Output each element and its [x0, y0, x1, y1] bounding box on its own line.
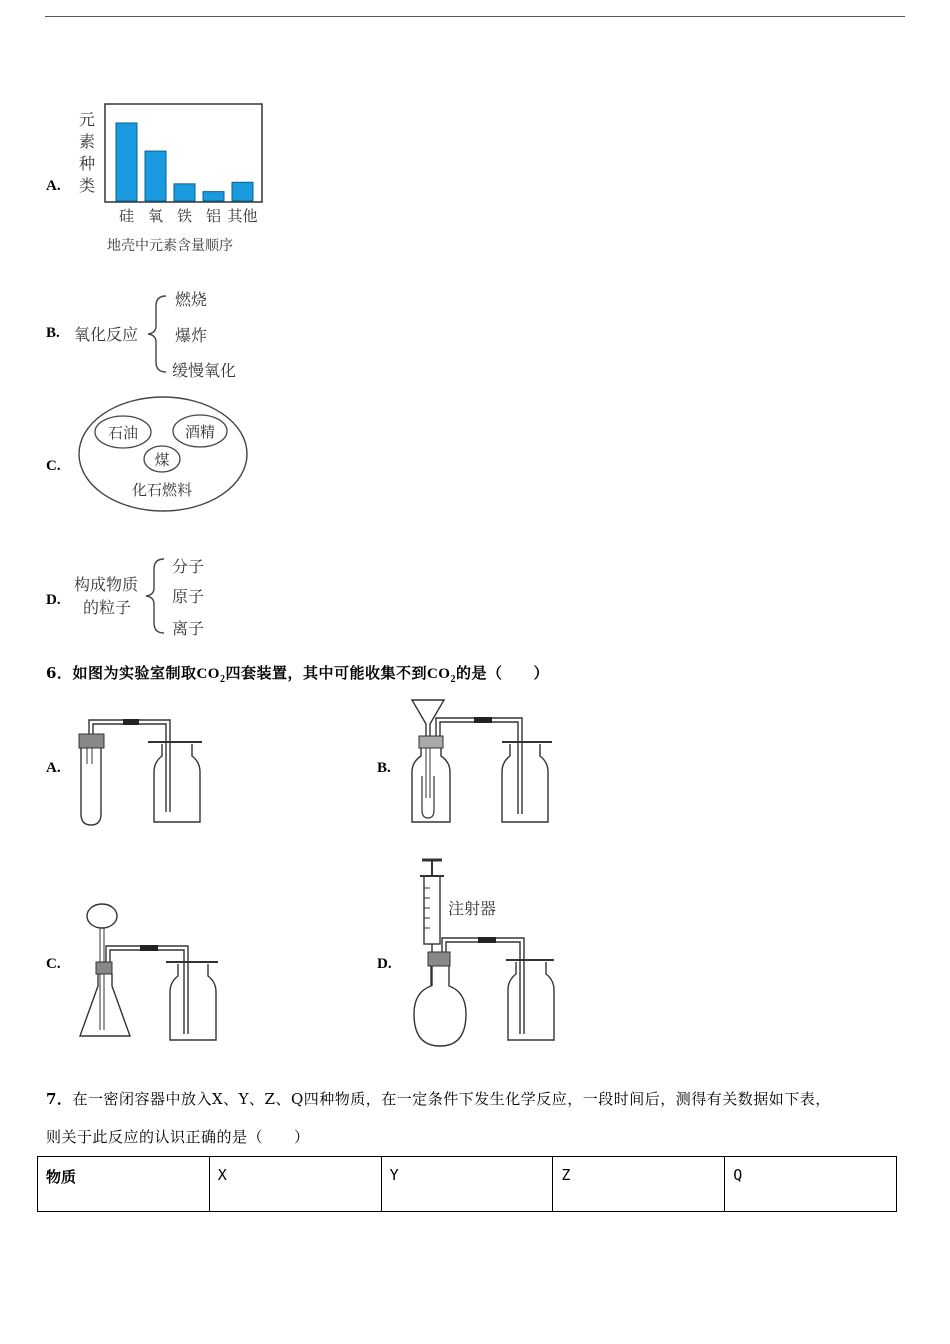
d-item-molecule: 分子 — [172, 557, 205, 576]
table-cell-y: Y — [381, 1157, 553, 1212]
y-label-char: 元 — [78, 110, 96, 129]
co2-text: CO — [426, 666, 451, 682]
d-item-ion: 离子 — [172, 619, 205, 638]
q6-text-mid: 四套装置，其中可能收集不到 — [225, 664, 427, 682]
rubber-stopper — [79, 734, 104, 748]
test-tube — [81, 742, 101, 825]
q6-stem — [46, 662, 549, 685]
table-cell-header-substance: 物质 — [38, 1157, 210, 1212]
q7-data-table — [37, 1156, 897, 1212]
brace-d — [142, 555, 172, 637]
q6-option-d-label: D. — [377, 956, 392, 972]
option-a-label: A. — [46, 178, 61, 194]
c-item-coal: 煤 — [154, 451, 170, 469]
option-d-label: D. — [46, 592, 61, 608]
q6-text-before: 如图为实验室制取 — [72, 664, 197, 682]
co2-sub: 2 — [450, 674, 456, 685]
particle-root-line1: 构成物质 — [74, 575, 139, 594]
rubber-stopper — [96, 962, 112, 974]
table-cell-z: Z — [553, 1157, 725, 1212]
rubber-connector — [474, 717, 492, 723]
header-rule — [45, 16, 905, 17]
c-item-oil: 石油 — [107, 424, 139, 442]
x-tick-label: 铝 — [205, 207, 222, 225]
b-item-explosion: 爆炸 — [175, 326, 208, 345]
syringe-barrel — [424, 876, 440, 944]
gas-jar — [154, 744, 200, 822]
small-test-tube — [422, 776, 434, 818]
table-cell-x: X — [209, 1157, 381, 1212]
x-tick-label: 硅 — [118, 207, 135, 225]
gas-jar — [508, 962, 554, 1040]
bar-4 — [232, 182, 253, 201]
x-tick-label: 氧 — [147, 207, 164, 225]
chart-ylabel — [79, 110, 95, 195]
c-item-alcohol: 酒精 — [184, 423, 216, 441]
conical-flask — [80, 974, 130, 1036]
co2-sub: 2 — [219, 674, 226, 685]
q7-line2: 则关于此反应的认识正确的是（ ） — [46, 1128, 310, 1146]
q6-option-a-label: A. — [46, 760, 61, 776]
element-bar-chart — [70, 98, 280, 260]
bar-1 — [145, 151, 166, 201]
rubber-connector — [123, 719, 139, 725]
oxidation-root: 氧化反应 — [74, 325, 139, 344]
fossil-fuel-diagram — [76, 393, 254, 515]
funnel — [412, 700, 444, 740]
apparatus-d — [404, 856, 564, 1051]
gas-jar — [170, 964, 216, 1040]
thistle-bulb — [87, 904, 117, 928]
option-c-label: C. — [46, 458, 61, 474]
gas-jar — [502, 744, 548, 822]
b-item-slow-oxidation: 缓慢氧化 — [172, 361, 237, 380]
co2-text: CO — [196, 666, 220, 682]
q6-option-c-label: C. — [46, 956, 61, 972]
rubber-connector — [478, 937, 496, 943]
chart-xlabel: 地壳中元素含量顺序 — [107, 238, 233, 254]
q6-co2-a — [196, 666, 226, 685]
q7-number: 7． — [46, 1090, 73, 1108]
q6-text-after: 的是（ ） — [455, 664, 549, 682]
rubber-stopper — [428, 952, 450, 966]
table-cell-q: Q — [725, 1157, 897, 1212]
q6-option-b-label: B. — [377, 760, 391, 776]
apparatus-a — [70, 712, 210, 830]
c-caption: 化石燃料 — [131, 481, 193, 499]
bar-2 — [174, 184, 195, 201]
apparatus-b — [402, 698, 562, 828]
bar-0 — [116, 123, 137, 201]
b-item-combustion: 燃烧 — [175, 290, 208, 309]
q6-co2-b — [426, 666, 456, 685]
brace-b — [144, 292, 174, 376]
syringe-label: 注射器 — [448, 899, 497, 918]
wide-mouth-bottle — [412, 748, 450, 822]
y-label-char: 种 — [78, 154, 96, 173]
particle-root-line2: 的粒子 — [83, 598, 132, 617]
rubber-connector — [140, 945, 158, 951]
round-flask — [414, 966, 466, 1046]
x-tick-label: 铁 — [176, 207, 193, 225]
q7-line1-text: 在一密闭容器中放入X、Y、Z、Q四种物质，在一定条件下发生化学反应，一段时间后，测得有关数据如下表， — [72, 1090, 831, 1108]
option-b-label: B. — [46, 325, 60, 341]
apparatus-c — [74, 900, 224, 1045]
y-label-char: 素 — [78, 132, 96, 151]
d-item-atom: 原子 — [172, 587, 205, 606]
y-label-char: 类 — [78, 176, 96, 195]
table-row — [38, 1157, 897, 1212]
x-tick-label: 其他 — [227, 207, 258, 225]
rubber-stopper — [419, 736, 443, 748]
q7-line1 — [46, 1088, 831, 1109]
bar-3 — [203, 192, 224, 201]
q6-number: 6． — [46, 664, 73, 682]
